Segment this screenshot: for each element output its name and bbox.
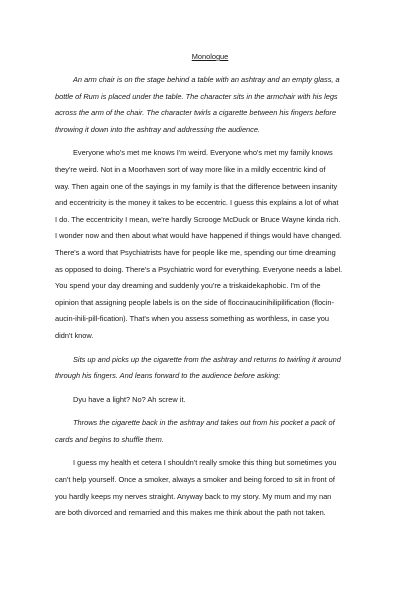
text-line: I do. The eccentricity I mean, we're hardly Scrooge McDuck or Bruce Wayne kinda rich. <box>55 214 341 224</box>
text-line: throwing it down into the ashtray and addressing the audience. <box>55 124 261 134</box>
text-line: and eccentricity is the money it takes to be eccentric. I guess this explains a lot of what <box>55 198 339 208</box>
text-line: There's a word that Psychiatrists have for people like me, spending our time dreaming <box>55 247 336 257</box>
stage-direction-paragraph <box>55 72 365 138</box>
stage-direction-paragraph <box>55 352 365 385</box>
text-line: way. Then again one of the sayings in my family is that the difference between insanity <box>55 181 338 191</box>
monologue-paragraph <box>55 392 365 409</box>
text-line: bottle of Rum is placed under the table. The character sits in the armchair with his legs <box>55 91 338 101</box>
text-line: are both divorced and remarried and this makes me think about the path not taken. <box>55 508 326 518</box>
text-line: opinion that assigning people labels is on the side of floccinaucinihilipilification (flocin- <box>55 297 334 307</box>
text-line: across the arm of the chair. The character twirls a cigarette between his fingers before <box>55 108 337 118</box>
monologue-paragraph <box>55 455 365 521</box>
document-title: Monologue <box>191 52 229 61</box>
text-line: they're weird. Not in a Moorhaven sort of way more like in a mildly eccentric kind of <box>55 164 326 174</box>
text-line: through his fingers. And leans forward to the audience before asking: <box>55 371 281 381</box>
text-line: I wonder now and then about what would have happened if things would have changed. <box>55 231 342 241</box>
text-line: aucin-ihili-pill-fication). That's when you assess something as worthless, in case you <box>55 314 330 324</box>
stage-direction-paragraph <box>55 415 365 448</box>
text-line: Sits up and picks up the cigarette from the ashtray and returns to twirling it around <box>73 354 341 364</box>
text-line: didn't know. <box>55 330 94 340</box>
text-line: you hardly keeps my nerves straight. Anyway back to my story. My mum and my nan <box>55 491 332 501</box>
text-line: Throws the cigarette back in the ashtray and takes out from his pocket a pack of <box>73 418 335 428</box>
document-body <box>55 72 365 522</box>
monologue-paragraph <box>55 145 365 344</box>
text-line: can't help yourself. Once a smoker, always a smoker and being forced to sit in front of <box>55 475 335 485</box>
text-line: Everyone who's met me knows I'm weird. Everyone who's met my family knows <box>73 148 333 158</box>
text-line: You spend your day dreaming and suddenly you're a triskaidekaphobic. I'm of the <box>55 281 321 291</box>
text-line: An arm chair is on the stage behind a table with an ashtray and an empty glass, a <box>73 75 340 84</box>
text-line: cards and begins to shuffle them. <box>55 434 164 444</box>
text-line: I guess my health et cetera I shouldn't really smoke this thing but sometimes you <box>73 458 337 468</box>
text-line: as opposed to doing. There's a Psychiatric word for everything. Everyone needs a label. <box>55 264 343 274</box>
text-line: Dyu have a light? No? Ah screw it. <box>73 394 186 404</box>
